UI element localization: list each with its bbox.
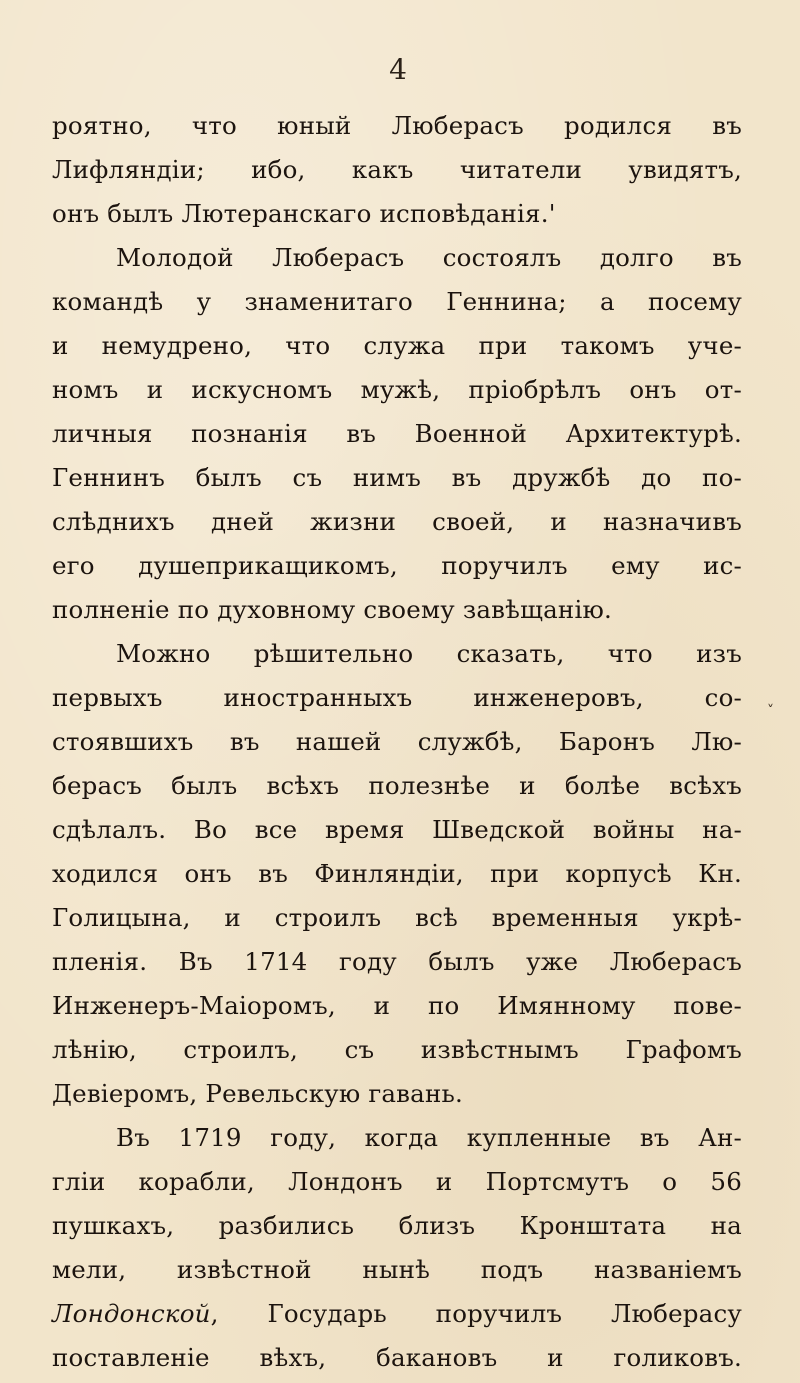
text-line: Лифляндіи; ибо, какъ читатели увидятъ, [52, 155, 742, 184]
text-line: гліи корабли, Лондонъ и Портсмутъ о 56 [52, 1167, 742, 1196]
text-line: пушкахъ, разбились близъ Кронштата на [52, 1211, 742, 1240]
text-line: Голицына, и строилъ всѣ временныя укрѣ- [52, 903, 742, 932]
italic-ship-name: Лондонской [52, 1299, 211, 1328]
text-line: и немудрено, что служа при такомъ уче- [52, 331, 742, 360]
text-line: номъ и искусномъ мужѣ, пріобрѣлъ онъ от- [52, 375, 742, 404]
text-line: стоявшихъ въ нашей службѣ, Баронъ Лю- [52, 727, 742, 756]
text-line: полненіе по духовному своему завѣщанію. [52, 595, 613, 624]
text-line: онъ былъ Лютеранскаго исповѣданія.' [52, 199, 556, 228]
text-line: командѣ у знаменитаго Геннина; а посему [52, 287, 742, 316]
text-line: личныя познанія въ Военной Архитектурѣ. [52, 419, 742, 448]
text-line: Девіеромъ, Ревельскую гавань. [52, 1079, 464, 1108]
text-line-rest: , Государь поручилъ Люберасу [210, 1299, 742, 1328]
margin-mark: ˅ [767, 703, 774, 719]
paragraph-first-line: Въ 1719 году, когда купленные въ Ан- [116, 1123, 742, 1152]
body-text [52, 104, 742, 1380]
text-line: Геннинъ былъ съ нимъ въ дружбѣ до по- [52, 463, 742, 492]
text-line: лѣнію, строилъ, съ извѣстнымъ Графомъ [52, 1035, 742, 1064]
text-line: поставленіе вѣхъ, бакановъ и голиковъ. [52, 1343, 742, 1372]
text-line: сдѣлалъ. Во все время Шведской войны на- [52, 815, 742, 844]
text-line-with-italic [52, 1292, 742, 1336]
text-line: первыхъ иностранныхъ инженеровъ, со- [52, 683, 742, 712]
text-line: роятно, что юный Люберасъ родился въ [52, 111, 742, 140]
text-line: пленія. Въ 1714 году былъ уже Люберасъ [52, 947, 742, 976]
text-line: ходился онъ въ Финляндіи, при корпусѣ Кн. [52, 859, 742, 888]
text-line: Инженеръ-Маіоромъ, и по Имянному пове- [52, 991, 742, 1020]
paragraph-first-line: Молодой Люберасъ состоялъ долго въ [116, 243, 742, 272]
text-line: его душеприкащикомъ, поручилъ ему ис- [52, 551, 742, 580]
page-number: 4 [389, 53, 407, 86]
text-line: мели, извѣстной нынѣ подъ названіемъ [52, 1255, 742, 1284]
text-line: слѣднихъ дней жизни своей, и назначивъ [52, 507, 742, 536]
text-line: берасъ былъ всѣхъ полезнѣе и болѣе всѣхъ [52, 771, 742, 800]
paragraph-first-line: Можно рѣшительно сказать, что изъ [116, 639, 742, 668]
